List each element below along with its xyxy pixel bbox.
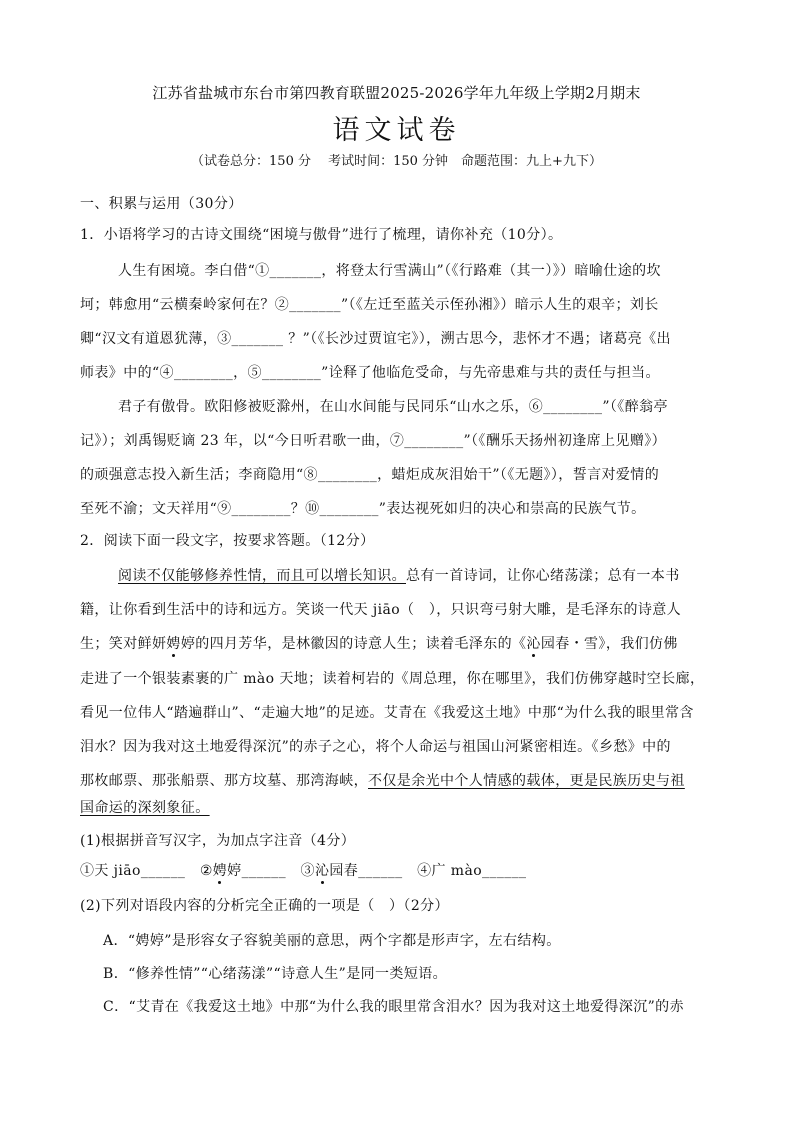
blank-item: 园春______ [329, 863, 403, 879]
passage-line [80, 633, 678, 653]
passage-line: 泪水？因为我对这土地爱得深沉”的赤子之心，将个人命运与祖国山河紧密相连。《乡愁》中的 [80, 739, 671, 755]
question-1-text-line: 的顽强意志投入新生活；李商隐用“⑧________，蜡炬成灰泪始干”（《无题》），誓言对爱情的 [80, 467, 660, 483]
exam-header: 江苏省盐城市东台市第四教育联盟2025-2026学年九年级上学期2月期末 [152, 84, 641, 102]
dotted-char: 娉 [212, 863, 228, 879]
option-b: B．“修养性情”“心绪荡漾”“诗意人生”是同一类短语。 [103, 966, 448, 982]
passage-line: 籍，让你看到生活中的诗和远方。笑谈一代天 jiāo（ ），只识弯弓射大雕，是毛泽东的诗意人 [80, 602, 682, 618]
question-1-text-line: 至死不渝；文天祥用“⑨________？⑩________”表达视死如归的决心和崇高的民族气节。 [80, 501, 646, 517]
underlined-sentence: 国命运的深刻象征。 [80, 800, 210, 816]
subquestion-1-stem: (1)根据拼音写汉字，为加点字注音（4分） [80, 833, 356, 849]
exam-meta: （试卷总分：150 分 考试时间：150 分钟 命题范围：九上+九下） [191, 154, 602, 169]
question-1-text-line: 记》）；刘禹锡贬谪 23 年，以“今日听君歌一曲，⑦________”（《酬乐天扬州初逢席上见赠》） [80, 433, 667, 449]
underlined-sentence: 不仅是余光中个人情感的载体，更是民族历史与祖 [368, 773, 685, 789]
question-1-stem: 1．小语将学习的古诗文围绕“困境与傲骨”进行了梳理，请你补充（10分）。 [80, 227, 563, 243]
subquestion-1-items [80, 860, 526, 880]
passage-text: 婷的四月芳华，是林徽因的诗意人生；读着毛泽东的《 [180, 636, 527, 652]
question-2-stem: 2．阅读下面一段文字，按要求答题。（12分） [80, 533, 375, 549]
passage-line [80, 797, 210, 817]
blank-item: ①天 jiāo______ [80, 863, 186, 879]
section-heading: 一、积累与运用（30分） [80, 196, 243, 212]
question-1-text-line: 人生有困境。李白借“①_______，将登太行雪满山”（《行路难（其一）》）暗喻仕途的坎 [118, 263, 661, 279]
blank-item: ② [199, 863, 213, 879]
dotted-char: 沁 [526, 636, 541, 652]
passage-line: 看见一位伟人“踏遍群山”、“走遍大地”的足迹。艾青在《我爱这土地》中那“为什么我的眼里常含 [80, 705, 694, 721]
page-title: 语文试卷 [332, 115, 461, 146]
question-1-text-line: 坷；韩愈用“云横秦岭家何在？②_______”（《左迁至蓝关示侄孙湘》）暗示人生的艰辛；刘长 [80, 297, 659, 313]
option-c: C．“艾青在《我爱这土地》中那“为什么我的眼里常含泪水？因为我对这土地爱得深沉”的赤 [103, 999, 684, 1015]
question-1-text-line: 卿“汉文有道恩犹薄，③_______ ？”（《长沙过贾谊宅》），溯古思今，悲怀才不遇；诸葛亮《出 [80, 331, 671, 347]
question-1-text-line: 师表》中的“④________，⑤________”诠释了他临危受命，与先帝患难与共的责任与担当。 [80, 365, 660, 381]
subquestion-2-stem: (2)下列对语段内容的分析完全正确的一项是（ ）（2分） [80, 898, 449, 914]
passage-text: 生；笑对鲜妍 [80, 636, 167, 652]
passage-line [118, 565, 680, 585]
dotted-char: 娉 [166, 636, 181, 652]
passage-text: 总有一首诗词，让你心绪荡漾；总有一本书 [406, 568, 680, 584]
dotted-char: 沁 [314, 863, 330, 879]
blank-item: ④广 mào______ [417, 863, 527, 879]
question-1-text-line: 君子有傲骨。欧阳修被贬滁州，在山水间能与民同乐“山水之乐，⑥________”（《醉翁亭 [118, 399, 668, 415]
underlined-sentence: 阅读不仅能够修养性情，而且可以增长知识。 [118, 568, 406, 584]
blank-item: 婷______ [227, 863, 286, 879]
passage-line [80, 770, 685, 790]
blank-item: ③ [300, 863, 315, 879]
passage-text: 园春・雪》，我们仿佛 [540, 636, 678, 652]
option-a: A．“娉婷”是形容女子容貌美丽的意思，两个字都是形声字，左右结构。 [103, 933, 561, 949]
passage-text: 那枚邮票、那张船票、那方坟墓、那湾海峡， [80, 773, 368, 789]
passage-line: 走进了一个银装素裹的广 mào 天地；读着柯岩的《周总理，你在哪里》，我们仿佛穿越时空长廊， [80, 671, 705, 687]
